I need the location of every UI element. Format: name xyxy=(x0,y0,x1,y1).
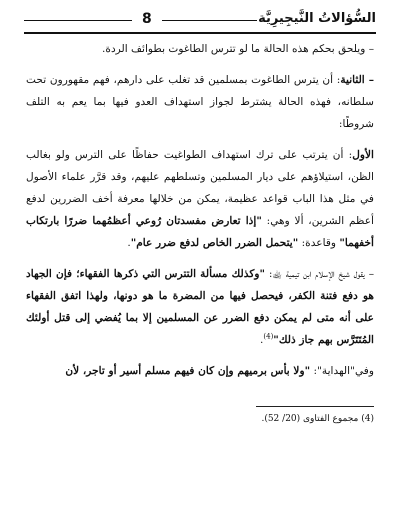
paragraph-text: وفي"الهداية": xyxy=(310,365,374,377)
footnote-reference[interactable]: (4) xyxy=(263,332,274,341)
footnote-divider xyxy=(256,406,374,407)
running-title: السُّؤالاتُ النَّيجِيرِيَّة xyxy=(258,11,376,26)
paragraph xyxy=(26,263,374,351)
quoted-rule: "يتحمل الضرر الخاص لدفع ضرر عام" xyxy=(130,237,299,249)
paragraph xyxy=(26,38,374,60)
page-number: 8 xyxy=(142,11,152,27)
body-text xyxy=(26,38,374,391)
paragraph xyxy=(26,360,374,382)
paragraph-text: : أن يترس الطاغوت بمسلمين قد تغلب على دارهم، فهم مقهورون تحت سلطانه، فهذه الحالة يشترط لجواز استهداف العدو فيها بما يعم به التلف شروطًا: xyxy=(26,74,374,130)
quoted-rule: "إذا تعارض مفسدتان رُوعي أعظمُهما ضررًا بارتكاب أخفهما" xyxy=(26,215,374,249)
paragraph-text: – ويلحق بحكم هذه الحالة ما لو تترس الطاغوت بطوائف الردة. xyxy=(102,43,374,55)
paragraph-text: . xyxy=(127,237,131,249)
header-divider xyxy=(162,20,257,21)
paragraph-text: . xyxy=(259,334,264,346)
paragraph-text: : أن يترتب على ترك استهداف الطواغيت حفاظًا على الترس ولو بغالب الظن، استيلاؤهم على ديار المسلمين وتسلطهم عليهم، وقد قرَّر علماء الأصول في مثل هذا الباب قواعد عظيمة، يمكن من خلالها معرفة أخف الضررين لدفع أعظم الشرين، ألا وهي: xyxy=(26,149,374,227)
section-lead: – الثانية xyxy=(340,74,374,86)
paragraph-text: – يقول شيخ الإسلام ابن تيمية ﵀: xyxy=(265,268,374,280)
paragraph-text: وقاعدة: xyxy=(298,237,340,249)
quotation: "وكذلك مسألة التترس التي ذكرها الفقهاء؛ فإن الجهاد هو دفع فتنة الكفر، فيحصل فيها من المضرة ما هو دونها، ولهذا اتفق الفقهاء على أنه متى لم يمكن دفع الضرر عن المسلمين إلا بما يُفضي إلى قتل أولئك المُتَتَرَّس بهم جاز ذلك" xyxy=(26,268,374,346)
header-divider xyxy=(24,20,132,21)
paragraph xyxy=(26,144,374,254)
section-lead: الأول xyxy=(352,149,374,161)
page-header xyxy=(24,10,376,34)
quotation: "ولا بأس برميهم وإن كان فيهم مسلم أسير أو تاجر، لأن xyxy=(65,365,311,377)
paragraph xyxy=(26,69,374,135)
footnote: (4) مجموع الفتاوى (20/ 52). xyxy=(261,414,374,424)
